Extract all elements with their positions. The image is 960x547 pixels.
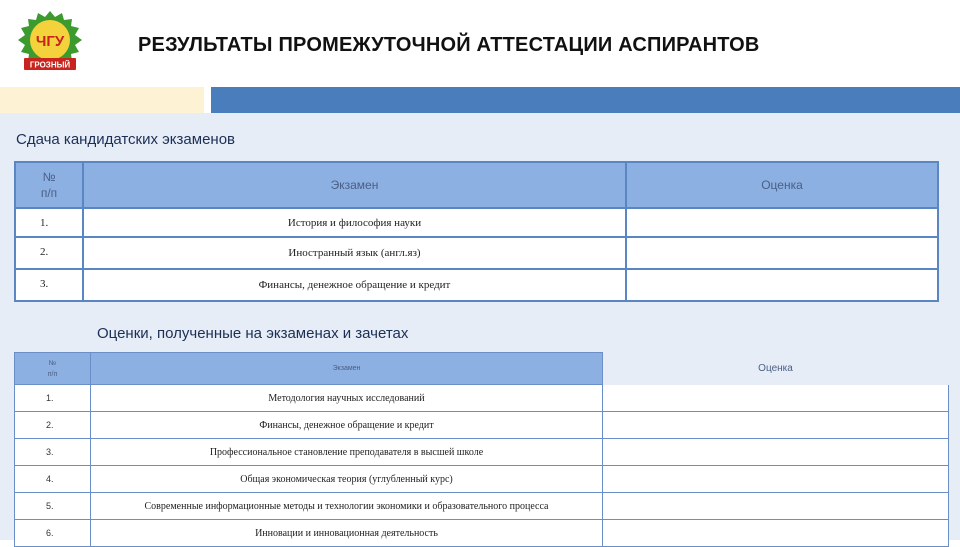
- header-grade: Оценка: [603, 353, 949, 385]
- row-grade: [603, 412, 949, 439]
- table-row: [15, 493, 949, 520]
- row-num: 1.: [15, 385, 91, 412]
- decorative-band-gap: [204, 87, 211, 113]
- section1-title: Сдача кандидатских экзаменов: [16, 131, 236, 148]
- row-exam: Методология научных исследований: [91, 385, 603, 412]
- row-exam: Общая экономическая теория (углубленный курс): [91, 466, 603, 493]
- header-num-line2: п/п: [40, 186, 58, 200]
- exam-grades-table: [14, 352, 949, 547]
- row-grade: [603, 439, 949, 466]
- row-grade: [626, 269, 938, 301]
- row-grade: [603, 493, 949, 520]
- header-exam: Экзамен: [91, 353, 603, 385]
- table-row: [15, 385, 949, 412]
- table-row: [15, 412, 949, 439]
- table-header-row: [15, 162, 938, 208]
- row-exam: Финансы, денежное обращение и кредит: [83, 269, 626, 301]
- row-exam: История и философия науки: [83, 208, 626, 237]
- row-exam: Финансы, денежное обращение и кредит: [91, 412, 603, 439]
- page-title: РЕЗУЛЬТАТЫ ПРОМЕЖУТОЧНОЙ АТТЕСТАЦИИ АСПИРАНТОВ: [138, 34, 760, 56]
- table-row: [15, 269, 938, 301]
- row-exam: Современные информационные методы и технологии экономики и образовательного процесса: [91, 493, 603, 520]
- logo-text: ЧГУ: [35, 33, 65, 50]
- row-exam: Иностранный язык (англ.яз): [83, 237, 626, 269]
- header-num: [15, 162, 83, 208]
- row-grade: [626, 208, 938, 237]
- header-num-line1: №: [48, 359, 57, 367]
- header: [0, 0, 960, 85]
- decorative-band-left: [0, 87, 204, 113]
- logo-subtext: ГРОЗНЫЙ: [29, 60, 71, 70]
- header-num-line2: п/п: [47, 370, 58, 378]
- row-grade: [626, 237, 938, 269]
- row-num: 4.: [15, 466, 91, 493]
- row-num: 2.: [15, 412, 91, 439]
- row-num: 3.: [15, 269, 83, 301]
- row-grade: [603, 466, 949, 493]
- table-row: [15, 237, 938, 269]
- decorative-band-right: [211, 87, 960, 113]
- row-exam: Профессиональное становление преподавателя в высшей школе: [91, 439, 603, 466]
- university-logo: [14, 10, 86, 72]
- row-num: 2.: [15, 237, 83, 269]
- table-row: [15, 466, 949, 493]
- header-exam: Экзамен: [83, 162, 626, 208]
- row-num: 3.: [15, 439, 91, 466]
- table-header-row: [15, 353, 949, 385]
- table-row: [15, 520, 949, 547]
- table-row: [15, 439, 949, 466]
- table-row: [15, 208, 938, 237]
- candidate-exams-table: [14, 161, 939, 302]
- header-num: [15, 353, 91, 385]
- row-num: 6.: [15, 520, 91, 547]
- row-grade: [603, 385, 949, 412]
- header-grade: Оценка: [626, 162, 938, 208]
- row-grade: [603, 520, 949, 547]
- header-num-line1: №: [42, 170, 56, 184]
- section2-title: Оценки, полученные на экзаменах и зачетах: [97, 325, 409, 342]
- row-exam: Инновации и инновационная деятельность: [91, 520, 603, 547]
- row-num: 5.: [15, 493, 91, 520]
- row-num: 1.: [15, 208, 83, 237]
